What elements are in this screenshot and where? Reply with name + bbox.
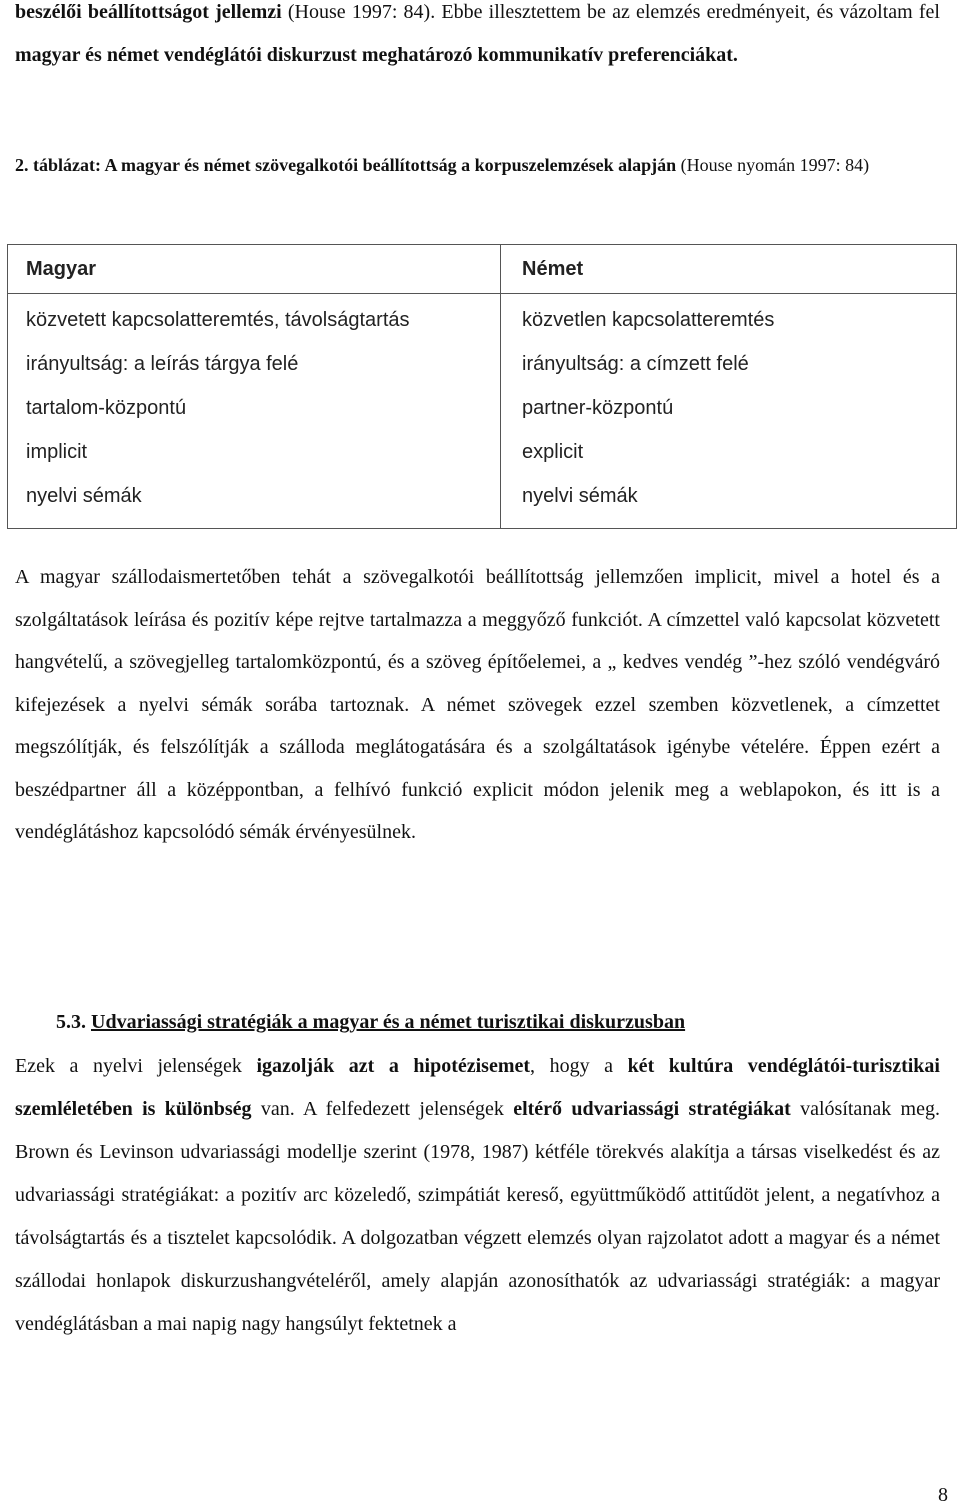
section-heading [56, 1002, 685, 1042]
p2-bold: két kultúra vendéglátói-turisztikai szemléletében is különbség [15, 1055, 940, 1120]
p2-text: , hogy a [530, 1055, 628, 1077]
body-paragraph-2 [15, 1045, 940, 1346]
comparison-table [7, 244, 957, 529]
table-header-magyar: Magyar [8, 245, 501, 294]
table-cell: közvetett kapcsolatteremtés, távolságtartás [26, 309, 410, 331]
table-header-row [8, 245, 957, 294]
intro-bold-2: magyar és német vendéglátói diskurzust meghatározó kommunikatív preferenciákat. [15, 44, 738, 66]
table-cell: irányultság: a leírás tárgya felé [26, 353, 299, 375]
intro-bold-1: beszélői beállítottságot jellemzi [15, 1, 282, 23]
table-cell: tartalom-központú [26, 397, 187, 419]
table-cell: explicit [522, 441, 584, 463]
table-caption-title: A magyar és német szövegalkotói beállítottság a korpuszelemzések alapján [100, 155, 677, 175]
table-body-row [8, 294, 957, 529]
section-number: 5.3. [56, 1011, 86, 1033]
section-title: Udvariassági stratégiák a magyar és a német turisztikai diskurzusban [91, 1011, 686, 1033]
table-caption-label: 2. táblázat: [15, 155, 101, 175]
p2-text: valósítanak meg. Brown és Levinson udvariassági modellje szerint (1978, 1987) kétféle törekvés alakítja a társas viselkedést és az udvariassági stratégiákat: a pozitív arc közeledő, szimpátiát kereső, együttműködő attitűdöt jelent, a negatívhoz a távolságtartás és a tisztelet kapcsolódik. A dolgozatban végzett elemzés olyan rajzolatot adott a magyar és a német szállodai honlapok diskurzushangvételéről, amely alapján azonosíthatók az udvariassági stratégiák: a magyar vendéglátásban a mai napig nagy hangsúlyt fektetnek a [15, 1098, 940, 1335]
p2-text: van. A felfedezett jelenségek [251, 1098, 514, 1120]
table-caption [15, 143, 940, 187]
table-column-nemet [501, 294, 957, 529]
p2-bold: eltérő udvariassági stratégiákat [513, 1098, 791, 1120]
intro-paragraph [15, 0, 940, 77]
table-column-magyar [8, 294, 501, 529]
p2-bold: igazolják azt a hipotézisemet [256, 1055, 531, 1077]
table-cell: implicit [26, 441, 88, 463]
table-cell: irányultság: a címzett felé [522, 353, 749, 375]
table-cell: nyelvi sémák [26, 485, 142, 507]
body-paragraph-1: A magyar szállodaismertetőben tehát a szövegalkotói beállítottság jellemzően implicit, mivel a hotel és a szolgáltatások leírása és pozitív képe rejtve tartalmazza a meggyőző funkciót. A címzettel való kapcsolat közvetett hangvételű, a szövegjelleg tartalomközpontú, és a szöveg építőelemei, a „ kedves vendég ”-hez szóló vendégváró kifejezések a nyelvi sémák sorába tartoznak. A német szövegek ezzel szemben közvetlenek, a címzettet megszólítják, és felszólítják a szálloda meglátogatására és a szolgáltatások igénybe vételére. Éppen ezért a beszédpartner áll a középpontban, a felhívó funkció explicit módon jelenik meg a weblapokon, és itt is a vendéglátáshoz kapcsolódó sémák érvényesülnek. [15, 566, 940, 843]
intro-text-1: (House 1997: 84). Ebbe illesztettem be az elemzés eredményeit, és vázoltam fel [281, 1, 940, 23]
page-number: 8 [938, 1484, 948, 1506]
table-header-nemet: Német [501, 245, 957, 294]
table-cell: nyelvi sémák [522, 485, 638, 507]
table-cell: közvetlen kapcsolatteremtés [522, 309, 775, 331]
table-caption-source: (House nyomán 1997: 84) [676, 155, 870, 175]
p2-text: Ezek a nyelvi jelenségek [15, 1055, 257, 1077]
table-cell: partner-központú [522, 397, 674, 419]
